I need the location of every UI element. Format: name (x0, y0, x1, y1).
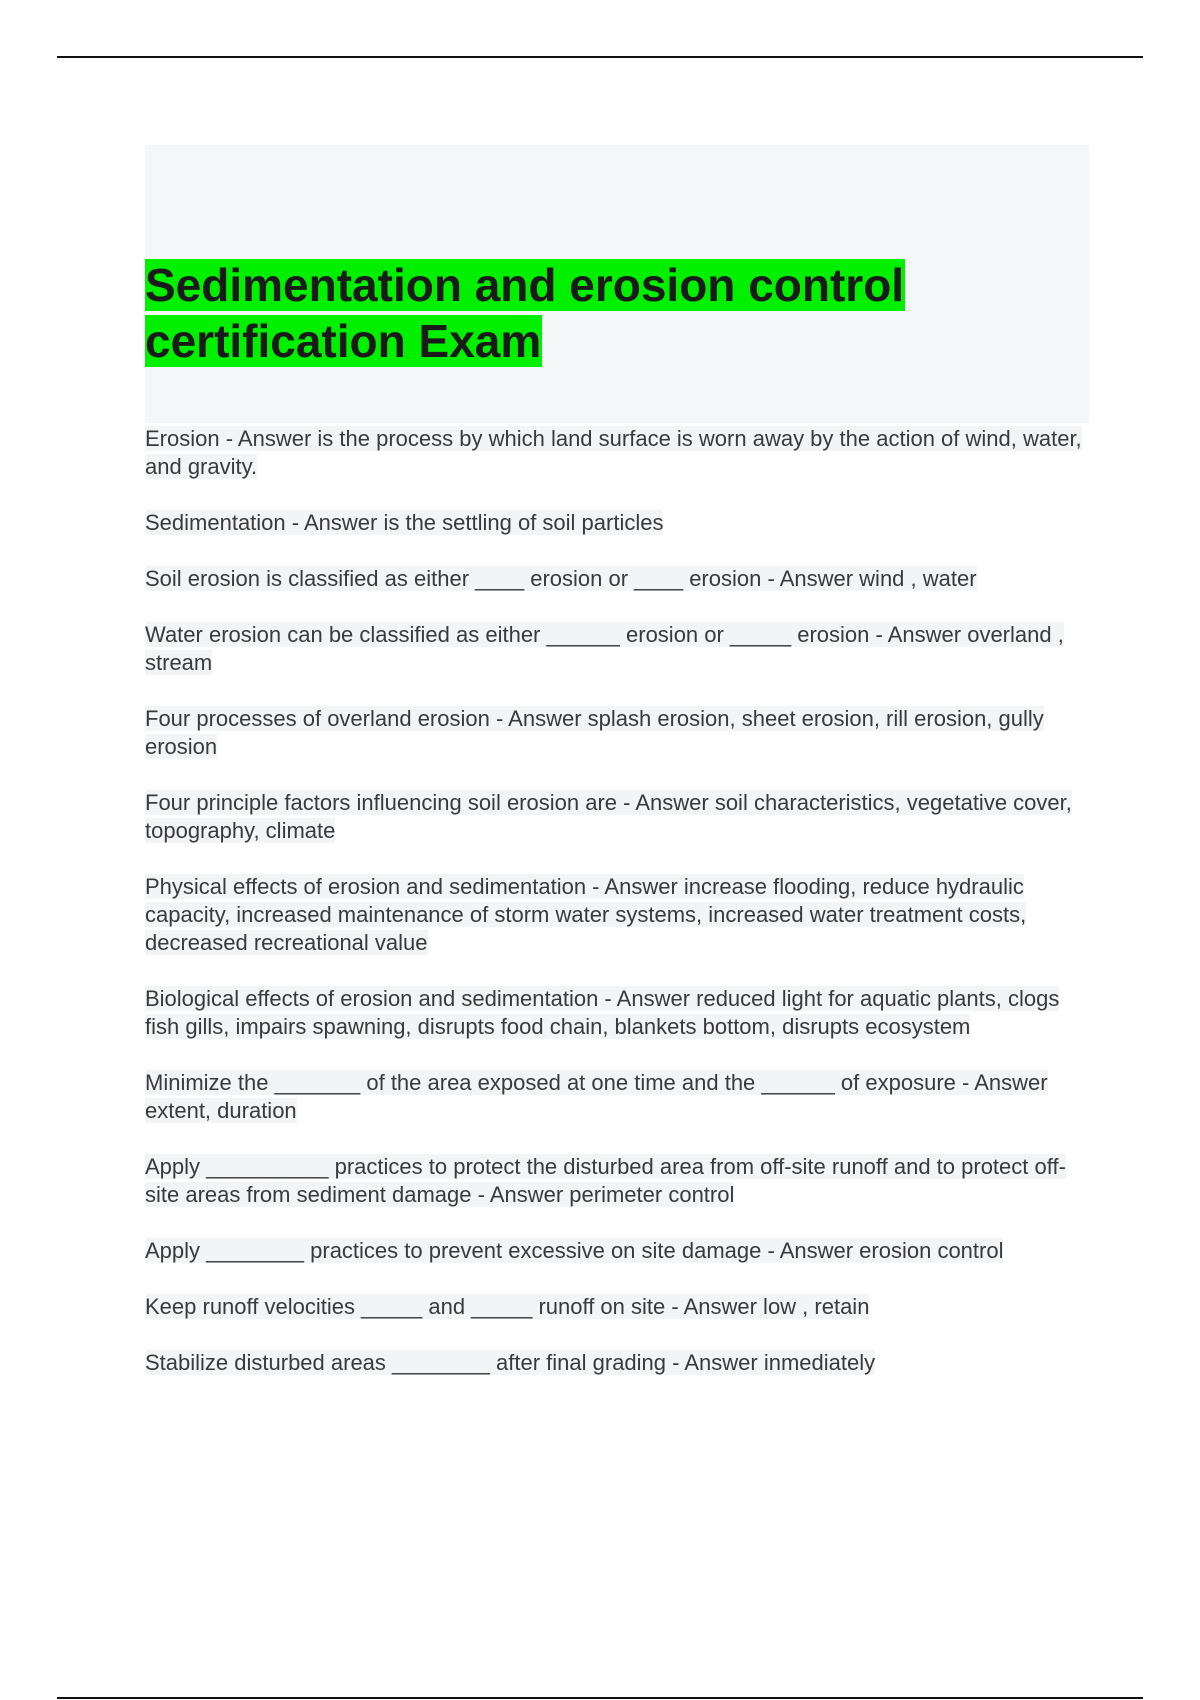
qa-text: Keep runoff velocities _____ and _____ runoff on site - Answer low , retain (145, 1294, 870, 1319)
qa-item (145, 425, 1089, 481)
qa-item (145, 705, 1089, 761)
qa-text: Water erosion can be classified as either ______ erosion or _____ erosion - Answer overland , stream (145, 622, 1064, 675)
qa-text: Stabilize disturbed areas ________ after final grading - Answer inmediately (145, 1350, 876, 1375)
qa-item (145, 1069, 1089, 1125)
qa-item (145, 985, 1089, 1041)
bottom-rule (57, 1697, 1143, 1699)
qa-item (145, 509, 1089, 537)
qa-item (145, 565, 1089, 593)
top-rule (57, 56, 1143, 58)
qa-text: Minimize the _______ of the area exposed at one time and the ______ of exposure - Answer extent, duration (145, 1070, 1048, 1123)
qa-text: Four principle factors influencing soil erosion are - Answer soil characteristics, vegetative cover, topography, climate (145, 790, 1072, 843)
page-title (145, 257, 945, 369)
qa-item (145, 1153, 1089, 1209)
qa-text: Apply ________ practices to prevent excessive on site damage - Answer erosion control (145, 1238, 1004, 1263)
qa-item (145, 1237, 1089, 1265)
qa-text: Apply __________ practices to protect the disturbed area from off-site runoff and to protect off-site areas from sediment damage - Answer perimeter control (145, 1154, 1066, 1207)
qa-text: Biological effects of erosion and sedimentation - Answer reduced light for aquatic plants, clogs fish gills, impairs spawning, disrupts food chain, blankets bottom, disrupts ecosystem (145, 986, 1060, 1039)
qa-text: Physical effects of erosion and sedimentation - Answer increase flooding, reduce hydraulic capacity, increased maintenance of storm water systems, increased water treatment costs, decreased recreational value (145, 874, 1027, 955)
title-line-1: Sedimentation and erosion control (145, 259, 905, 311)
qa-text: Four processes of overland erosion - Answer splash erosion, sheet erosion, rill erosion, gully erosion (145, 706, 1044, 759)
qa-text: Soil erosion is classified as either ____ erosion or ____ erosion - Answer wind , water (145, 566, 977, 591)
qa-item (145, 1293, 1089, 1321)
qa-item (145, 873, 1089, 957)
qa-item (145, 789, 1089, 845)
qa-text: Sedimentation - Answer is the settling of soil particles (145, 510, 664, 535)
title-line-2: certification Exam (145, 315, 542, 367)
qa-list (145, 425, 1089, 1405)
qa-text: Erosion - Answer is the process by which land surface is worn away by the action of wind, water, and gravity. (145, 426, 1082, 479)
qa-item (145, 1349, 1089, 1377)
qa-item (145, 621, 1089, 677)
